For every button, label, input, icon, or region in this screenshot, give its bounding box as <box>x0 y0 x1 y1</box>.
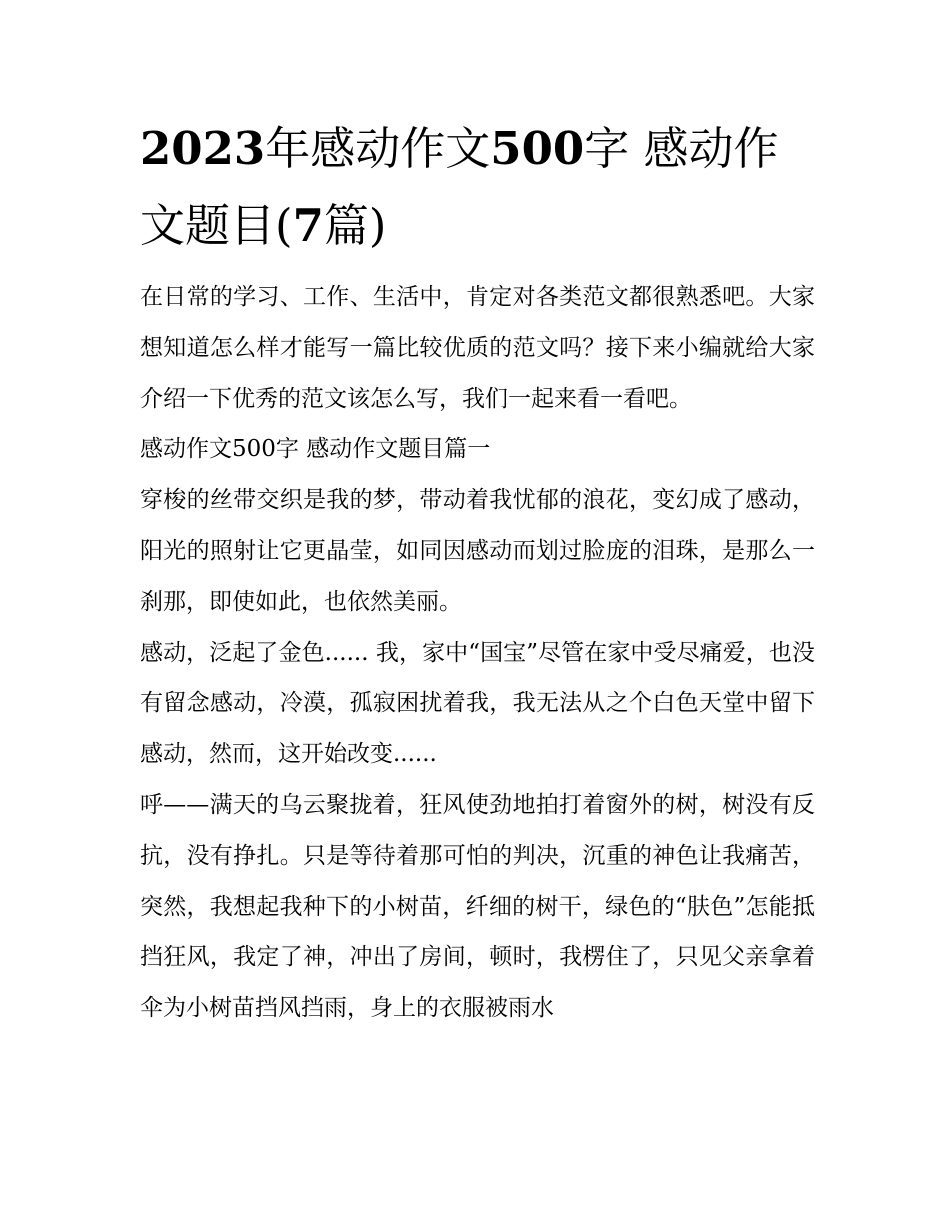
title-text-1: 年感动作文 <box>265 122 491 175</box>
section-heading: 感动作文500字 感动作文题目篇一 <box>140 436 491 463</box>
title-year: 2023 <box>140 122 266 175</box>
intro-paragraph: 在日常的学习、工作、生活中，肯定对各类范文都很熟悉吧。大家想知道怎么样才能写一篇比较优质的范文吗？接下来小编就给大家介绍一下优秀的范文该怎么写，我们一起来看一看吧。 <box>140 284 815 412</box>
body-paragraph-1: 穿梭的丝带交织是我的梦，带动着我忧郁的浪花，变幻成了感动，阳光的照射让它更晶莹，如同因感动而划过脸庞的泪珠，是那么一刹那，即使如此，也依然美丽。 <box>140 487 815 615</box>
body-paragraph-3: 呼——满天的乌云聚拢着，狂风使劲地拍打着窗外的树，树没有反抗，没有挣扎。只是等待着那可怕的判决，沉重的神色让我痛苦，突然，我想起我种下的小树苗，纤细的树干，绿色的“肤色”怎能抵挡狂风，我定了神，冲出了房间，顿时，我楞住了，只见父亲拿着伞为小树苗挡风挡雨，身上的衣服被雨水 <box>140 791 815 1022</box>
document-title <box>140 110 815 264</box>
document-content <box>140 110 815 1034</box>
title-text-3: 篇) <box>323 199 387 252</box>
title-number: 500 <box>490 122 585 175</box>
title-text-2: 字 感动作文题目( <box>140 122 779 252</box>
title-count: 7 <box>292 199 324 252</box>
body-paragraph-2: 感动，泛起了金色...... 我，家中“国宝”尽管在家中受尽痛爱，也没有留念感动，冷漠，孤寂困扰着我，我无法从之个白色天堂中留下感动，然而，这开始改变...... <box>140 639 815 768</box>
